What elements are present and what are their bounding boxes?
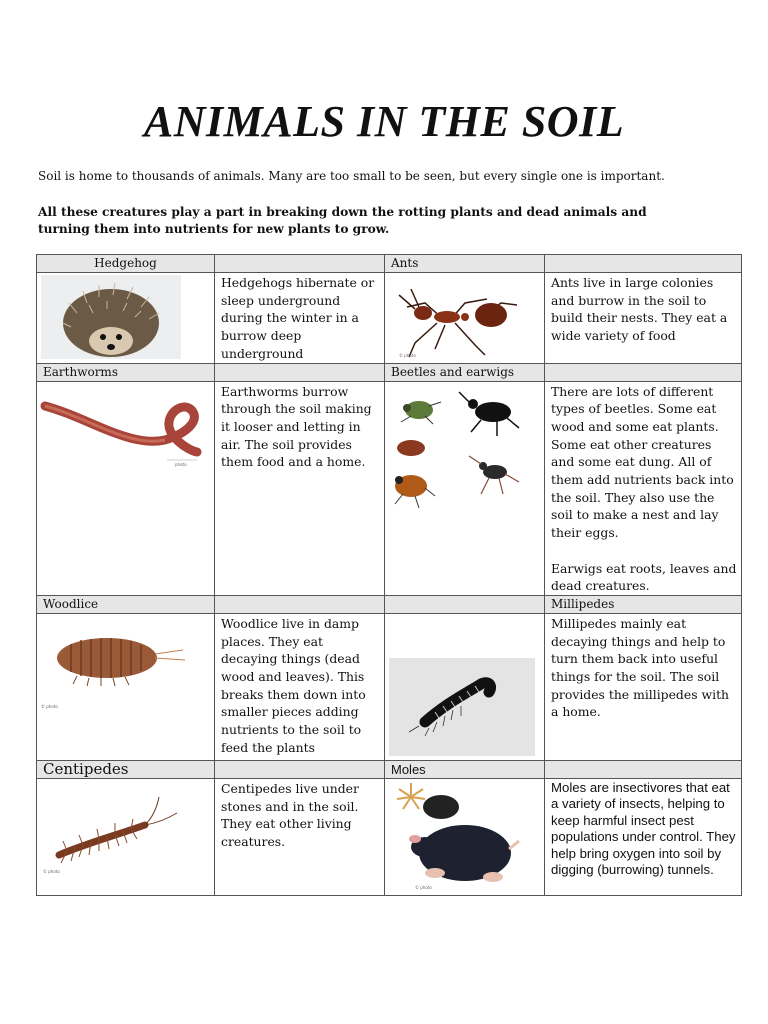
table-row xyxy=(37,273,742,364)
table-header-row xyxy=(37,255,742,273)
woodlice-label: Woodlice xyxy=(37,595,215,613)
page-title: ANIMALS IN THE SOIL xyxy=(143,97,625,146)
ants-description: Ants live in large colonies and burrow in the soil to build their nests. They eat a wide variety of food xyxy=(545,273,742,364)
hedgehog-description: Hedgehogs hibernate or sleep underground during the winter in a burrow deep underground xyxy=(215,273,385,364)
mole-image-cell xyxy=(385,778,545,895)
centipede-image-cell xyxy=(37,778,215,895)
earthworm-image-cell xyxy=(37,381,215,595)
hedgehog-label: Hedgehog xyxy=(37,255,215,273)
earthworms-label: Earthworms xyxy=(37,363,215,381)
woodlouse-image-cell xyxy=(37,613,215,760)
centipede-image xyxy=(37,779,213,879)
centipedes-description: Centipedes live under stones and in the soil. They eat other living creatures. xyxy=(215,778,385,895)
empty-header-cell xyxy=(545,760,742,778)
hedgehog-image-cell xyxy=(37,273,215,364)
empty-header-cell xyxy=(215,255,385,273)
table-header-row xyxy=(37,760,742,778)
animals-table xyxy=(36,254,742,896)
table-row xyxy=(37,613,742,760)
empty-header-cell xyxy=(545,363,742,381)
millipedes-label: Millipedes xyxy=(545,595,742,613)
earthworm-image xyxy=(37,382,213,482)
intro-bold-paragraph: All these creatures play a part in breaking down the rotting plants and dead animals and turning them into nutrients for new plants to grow. xyxy=(38,205,647,236)
intro-paragraph: Soil is home to thousands of animals. Many are too small to be seen, but every single one is important. xyxy=(38,169,665,183)
empty-header-cell xyxy=(545,255,742,273)
empty-header-cell xyxy=(215,760,385,778)
woodlouse-image xyxy=(37,614,213,714)
empty-header-cell xyxy=(215,363,385,381)
hedgehog-image xyxy=(37,273,213,361)
table-row xyxy=(37,778,742,895)
table-header-row xyxy=(37,363,742,381)
svg-text:photo: photo xyxy=(175,461,187,467)
table-row xyxy=(37,381,742,595)
svg-text:© photo: © photo xyxy=(415,884,432,890)
ants-label: Ants xyxy=(385,255,545,273)
beetles-image xyxy=(385,382,543,522)
earthworms-description: Earthworms burrow through the soil making it looser and letting in air. The soil provides them food and a home. xyxy=(215,381,385,595)
empty-header-cell xyxy=(215,595,385,613)
beetles-label: Beetles and earwigs xyxy=(385,363,545,381)
beetles-description xyxy=(545,381,742,595)
mole-image xyxy=(385,779,543,894)
svg-text:© photo: © photo xyxy=(399,353,416,358)
millipede-image-cell xyxy=(385,613,545,760)
ant-image xyxy=(385,273,543,361)
moles-label: Moles xyxy=(385,760,545,778)
table-header-row xyxy=(37,595,742,613)
moles-description: Moles are insectivores that eat a variety of insects, helping to keep harmful insect pest populations under control. They help bring oxygen into soil by digging (burrowing) tunnels. xyxy=(545,778,742,895)
centipedes-label: Centipedes xyxy=(37,760,215,778)
earwigs-text: Earwigs eat roots, leaves and dead creatures. xyxy=(551,560,737,594)
millipedes-description: Millipedes mainly eat decaying things and help to turn them back into useful things for the soil. The soil provides the millipedes with a home. xyxy=(545,613,742,760)
svg-text:© photo: © photo xyxy=(41,703,58,709)
woodlice-description: Woodlice live in damp places. They eat decaying things (dead wood and leaves). This breaks them down into smaller pieces adding nutrients to the soil to feed the plants xyxy=(215,613,385,760)
empty-header-cell xyxy=(385,595,545,613)
beetles-text: There are lots of different types of beetles. Some eat wood and some eat plants. Some eat other creatures and some eat dung. All of them add nutrients back into the soil. They also use the soil to make a nest and lay their eggs. xyxy=(551,383,734,541)
beetles-image-cell xyxy=(385,381,545,595)
svg-text:© photo: © photo xyxy=(43,868,60,874)
millipede-image xyxy=(385,614,543,759)
ants-image-cell xyxy=(385,273,545,364)
